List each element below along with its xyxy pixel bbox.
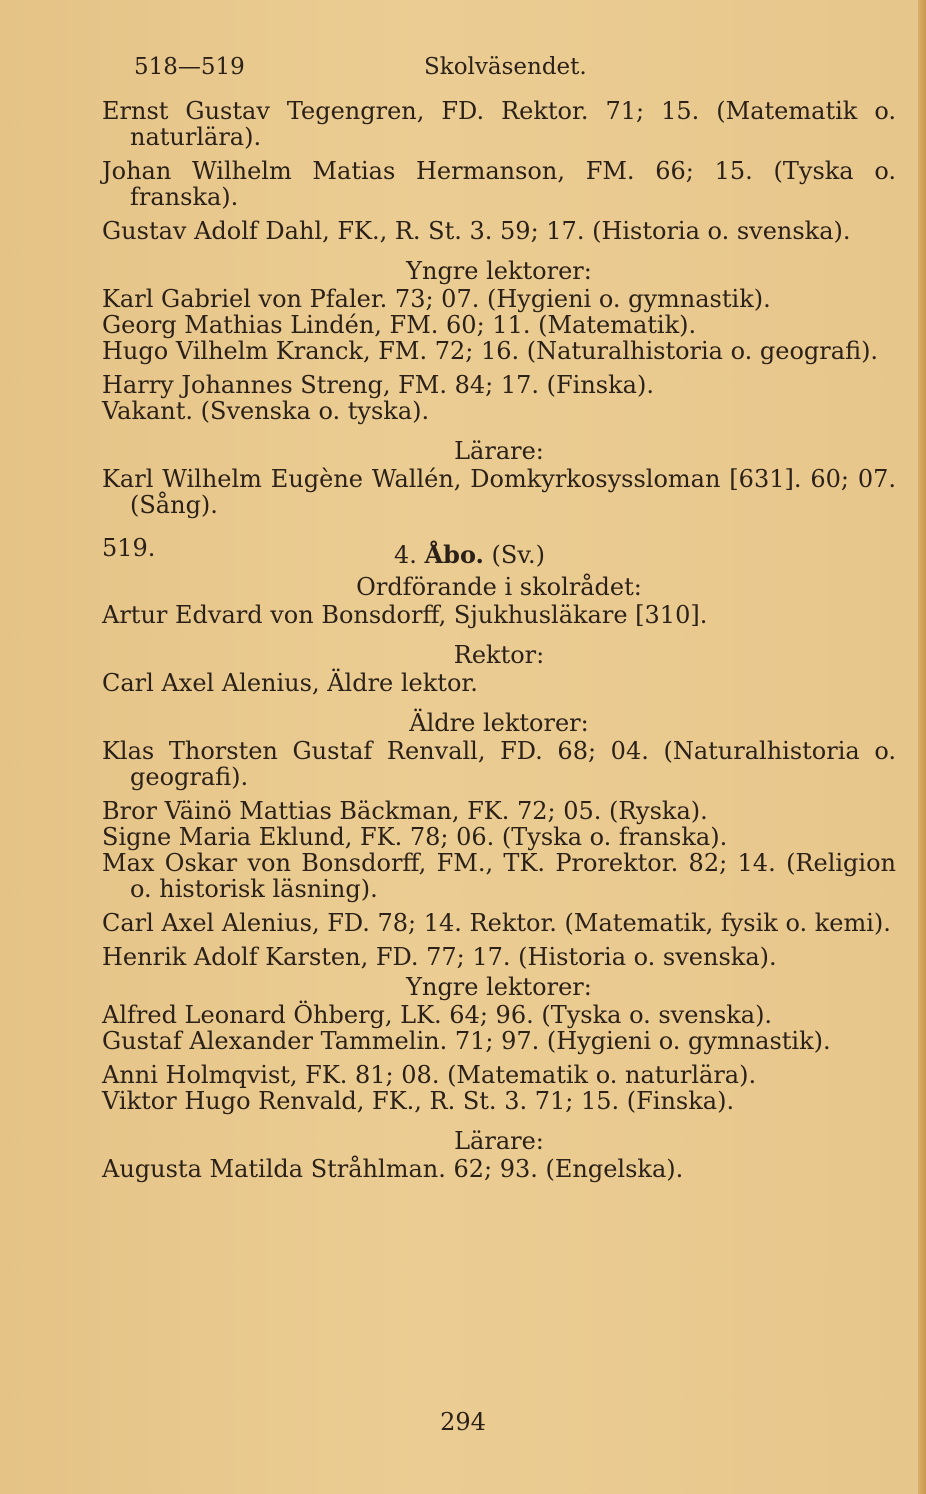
heading-yngre-lektorer-2: Yngre lektorer:: [406, 973, 592, 1001]
entry-tegengren: Ernst Gustav Tegengren, FD. Rektor. 71; 15. (Matematik o. naturlära).: [102, 97, 896, 151]
running-header: [102, 50, 896, 98]
entry-eklund: Signe Maria Eklund, FK. 78; 06. (Tyska o. franska).: [102, 823, 728, 851]
section-title-name: Åbo.: [424, 540, 484, 569]
entry-backman: Bror Väinö Mattias Bäckman, FK. 72; 05. (Ryska).: [102, 797, 708, 825]
entry-alenius: Carl Axel Alenius, FD. 78; 14. Rektor. (Matematik, fysik o. kemi).: [102, 909, 891, 937]
heading-yngre-lektorer: Yngre lektorer:: [406, 257, 592, 285]
entry-vakant: Vakant. (Svenska o. tyska).: [102, 397, 430, 425]
entry-von-bonsdorff-artur: Artur Edvard von Bonsdorff, Sjukhusläkare [310].: [102, 601, 708, 629]
heading-ordforande: Ordförande i skolrådet:: [356, 573, 642, 601]
entry-holmqvist: Anni Holmqvist, FK. 81; 08. (Matematik o. naturlära).: [102, 1061, 757, 1089]
entry-linden: Georg Mathias Lindén, FM. 60; 11. (Matematik).: [102, 311, 697, 339]
heading-larare-2: Lärare:: [454, 1127, 544, 1155]
entry-renvall: Klas Thorsten Gustaf Renvall, FD. 68; 04. (Naturalhistoria o. geografi).: [102, 737, 896, 791]
section-heading: [102, 530, 896, 570]
entry-renvald: Viktor Hugo Renvald, FK., R. St. 3. 71; 15. (Finska).: [102, 1087, 735, 1115]
section-title-number: 4.: [394, 541, 417, 569]
section-title: [394, 540, 545, 569]
heading-larare: Lärare:: [454, 437, 544, 465]
section-number: 519.: [102, 534, 156, 562]
entry-alenius-rektor: Carl Axel Alenius, Äldre lektor.: [102, 669, 478, 697]
entry-pfaler: Karl Gabriel von Pfaler. 73; 07. (Hygieni o. gymnastik).: [102, 285, 771, 313]
section-title-language: (Sv.): [491, 541, 546, 569]
entry-tammelin: Gustaf Alexander Tammelin. 71; 97. (Hygieni o. gymnastik).: [102, 1027, 831, 1055]
entry-wallen: Karl Wilhelm Eugène Wallén, Domkyrkosyssloman [631]. 60; 07. (Sång).: [102, 465, 896, 519]
heading-rektor: Rektor:: [453, 641, 545, 669]
page-number-footer: 294: [440, 1408, 486, 1436]
header-title: Skolväsendet.: [424, 54, 587, 80]
entry-streng: Harry Johannes Streng, FM. 84; 17. (Finska).: [102, 371, 654, 399]
entry-hermanson: Johan Wilhelm Matias Hermanson, FM. 66; 15. (Tyska o. franska).: [102, 157, 896, 211]
entry-strahlman: Augusta Matilda Stråhlman. 62; 93. (Engelska).: [102, 1155, 684, 1183]
entry-dahl: Gustav Adolf Dahl, FK., R. St. 3. 59; 17. (Historia o. svenska).: [102, 217, 851, 245]
entry-von-bonsdorff-max: Max Oskar von Bonsdorff, FM., TK. Prorektor. 82; 14. (Religion o. historisk läsning).: [102, 849, 896, 903]
entry-ohberg: Alfred Leonard Öhberg, LK. 64; 96. (Tyska o. svenska).: [102, 1001, 773, 1029]
heading-aldre-lektorer: Äldre lektorer:: [409, 709, 589, 737]
header-page-numbers: 518—519: [134, 54, 245, 80]
entry-kranck: Hugo Vilhelm Kranck, FM. 72; 16. (Naturalhistoria o. geografi).: [102, 337, 879, 365]
page-edge: [918, 0, 926, 1494]
entry-karsten: Henrik Adolf Karsten, FD. 77; 17. (Historia o. svenska).: [102, 943, 777, 971]
